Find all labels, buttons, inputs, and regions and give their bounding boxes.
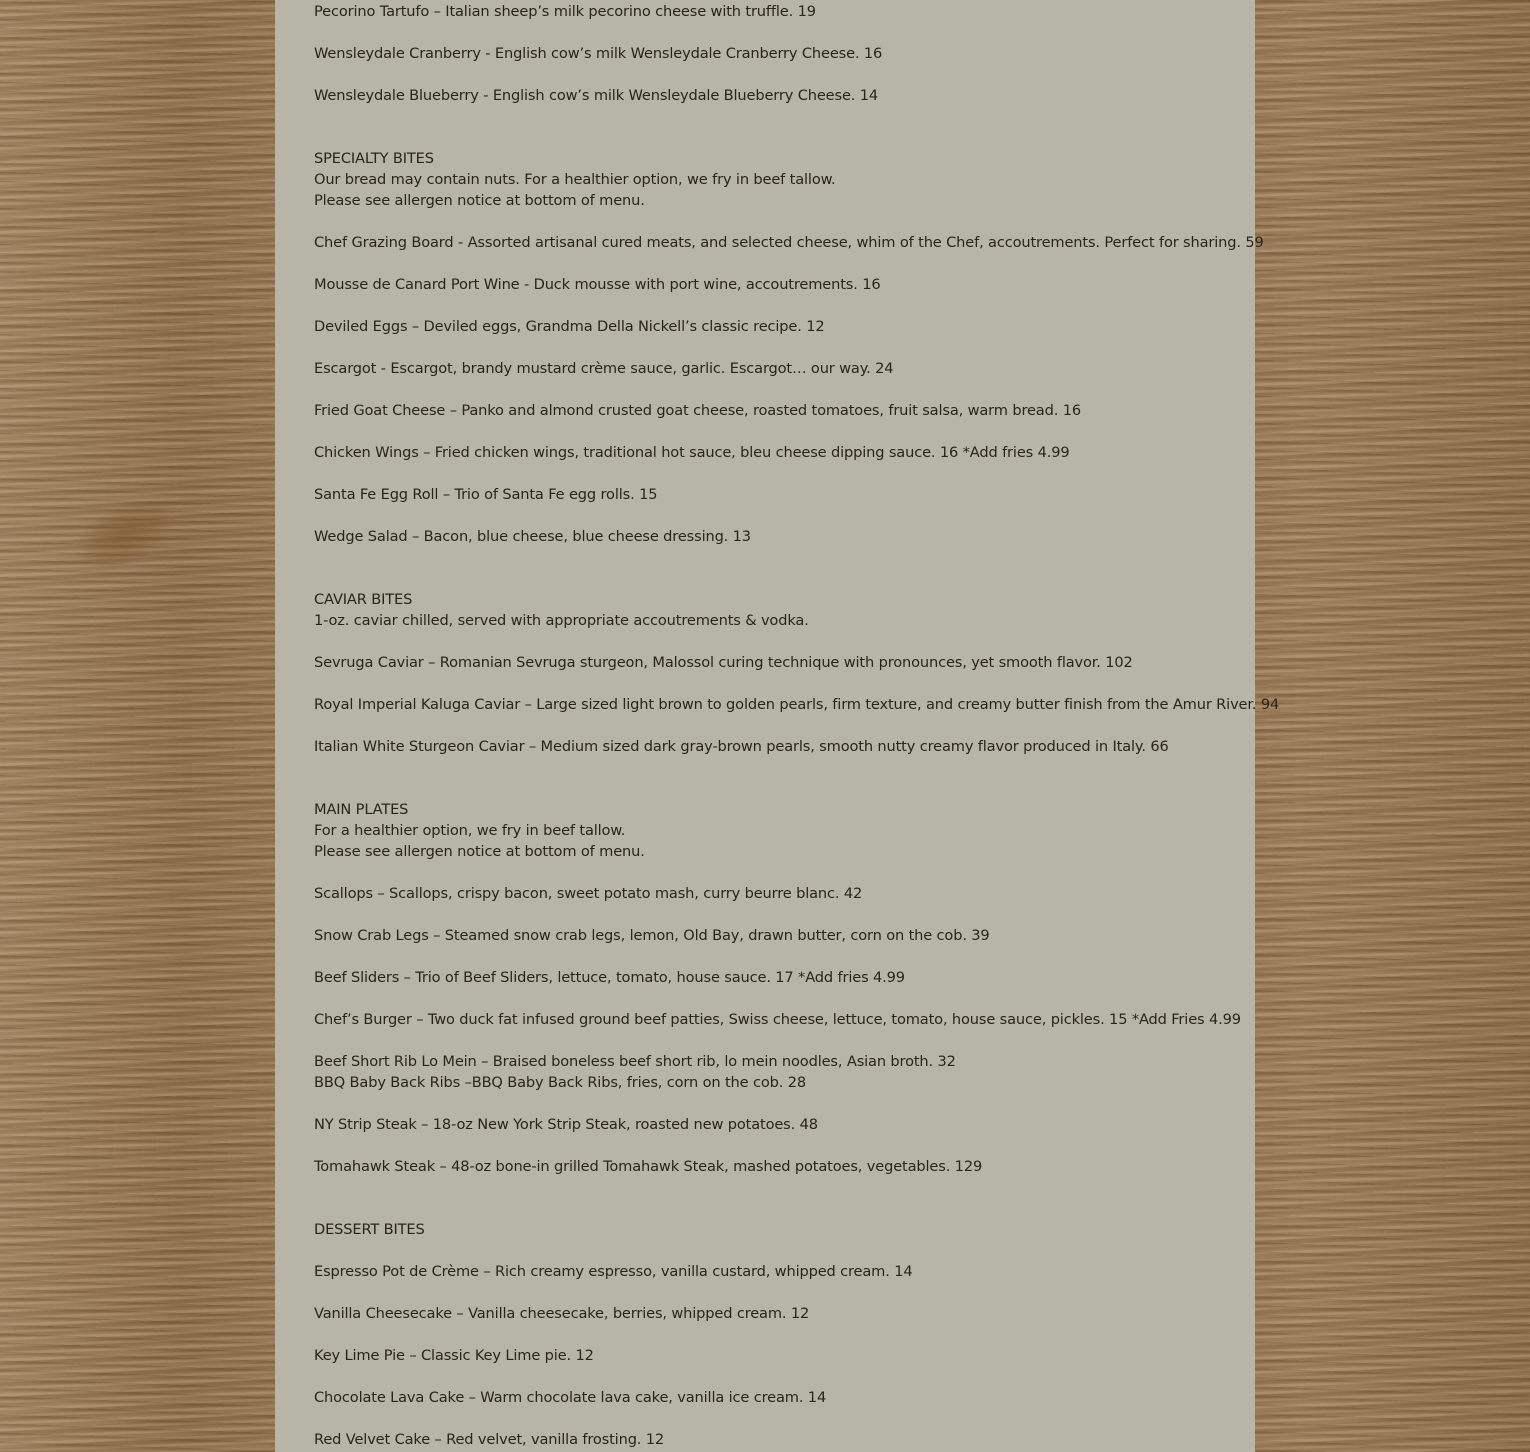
section-heading-dessert-bites: DESSERT BITES bbox=[314, 1221, 425, 1238]
menu-item: Wensleydale Cranberry - English cow’s milk Wensleydale Cranberry Cheese. 16 bbox=[314, 45, 883, 62]
menu-item: Mousse de Canard Port Wine - Duck mousse with port wine, accoutrements. 16 bbox=[314, 276, 881, 293]
section-note: Our bread may contain nuts. For a healthier option, we fry in beef tallow. bbox=[314, 171, 836, 188]
section-heading-main-plates: MAIN PLATES bbox=[314, 801, 409, 818]
menu-item: Pecorino Tartufo – Italian sheep’s milk pecorino cheese with truffle. 19 bbox=[314, 3, 816, 20]
section-note: For a healthier option, we fry in beef tallow. bbox=[314, 822, 626, 839]
section-heading-specialty-bites: SPECIALTY BITES bbox=[314, 150, 434, 167]
menu-item: Beef Short Rib Lo Mein – Braised boneless beef short rib, lo mein noodles, Asian broth. 32 bbox=[314, 1053, 956, 1070]
menu-item: Italian White Sturgeon Caviar – Medium sized dark gray-brown pearls, smooth nutty creamy flavor produced in Italy. 66 bbox=[314, 738, 1169, 755]
menu-item: Vanilla Cheesecake – Vanilla cheesecake, berries, whipped cream. 12 bbox=[314, 1305, 810, 1322]
menu-item: Red Velvet Cake – Red velvet, vanilla frosting. 12 bbox=[314, 1431, 665, 1448]
menu-item: Wedge Salad – Bacon, blue cheese, blue cheese dressing. 13 bbox=[314, 528, 751, 545]
menu-item: Royal Imperial Kaluga Caviar – Large sized light brown to golden pearls, firm texture, and creamy butter finish from the Amur River. 94 bbox=[314, 696, 1280, 713]
wood-background-knot bbox=[62, 485, 187, 586]
menu-item: Fried Goat Cheese – Panko and almond crusted goat cheese, roasted tomatoes, fruit salsa, warm bread. 16 bbox=[314, 402, 1081, 419]
menu-item: Wensleydale Blueberry - English cow’s milk Wensleydale Blueberry Cheese. 14 bbox=[314, 87, 879, 104]
menu-item: Beef Sliders – Trio of Beef Sliders, lettuce, tomato, house sauce. 17 *Add fries 4.99 bbox=[314, 969, 905, 986]
menu-item: Chef’s Burger – Two duck fat infused ground beef patties, Swiss cheese, lettuce, tomato, house sauce, pickles. 15 *Add Fries 4.99 bbox=[314, 1011, 1241, 1028]
section-note: Please see allergen notice at bottom of menu. bbox=[314, 843, 645, 860]
section-note: 1-oz. caviar chilled, served with appropriate accoutrements & vodka. bbox=[314, 612, 809, 629]
menu-item: Deviled Eggs – Deviled eggs, Grandma Della Nickell’s classic recipe. 12 bbox=[314, 318, 825, 335]
menu-item: Escargot - Escargot, brandy mustard crème sauce, garlic. Escargot… our way. 24 bbox=[314, 360, 894, 377]
menu-item: BBQ Baby Back Ribs –BBQ Baby Back Ribs, fries, corn on the cob. 28 bbox=[314, 1074, 806, 1091]
menu-item: Chef Grazing Board - Assorted artisanal cured meats, and selected cheese, whim of the Chef, accoutrements. Perfect for sharing. 59 bbox=[314, 234, 1264, 251]
menu-item: Sevruga Caviar – Romanian Sevruga sturgeon, Malossol curing technique with pronounces, yet smooth flavor. 102 bbox=[314, 654, 1133, 671]
menu-item: Espresso Pot de Crème – Rich creamy espresso, vanilla custard, whipped cream. 14 bbox=[314, 1263, 913, 1280]
menu-item: Snow Crab Legs – Steamed snow crab legs, lemon, Old Bay, drawn butter, corn on the cob. 39 bbox=[314, 927, 990, 944]
menu-item: Tomahawk Steak – 48-oz bone-in grilled Tomahawk Steak, mashed potatoes, vegetables. 129 bbox=[314, 1158, 983, 1175]
menu-item: Key Lime Pie – Classic Key Lime pie. 12 bbox=[314, 1347, 594, 1364]
menu-item: Chocolate Lava Cake – Warm chocolate lava cake, vanilla ice cream. 14 bbox=[314, 1389, 827, 1406]
menu-item: Scallops – Scallops, crispy bacon, sweet potato mash, curry beurre blanc. 42 bbox=[314, 885, 863, 902]
menu-item: NY Strip Steak – 18-oz New York Strip Steak, roasted new potatoes. 48 bbox=[314, 1116, 818, 1133]
section-note: Please see allergen notice at bottom of menu. bbox=[314, 192, 645, 209]
section-heading-caviar-bites: CAVIAR BITES bbox=[314, 591, 413, 608]
menu-item: Chicken Wings – Fried chicken wings, traditional hot sauce, bleu cheese dipping sauce. 16 *Add fries 4.99 bbox=[314, 444, 1070, 461]
menu-item: Santa Fe Egg Roll – Trio of Santa Fe egg rolls. 15 bbox=[314, 486, 658, 503]
